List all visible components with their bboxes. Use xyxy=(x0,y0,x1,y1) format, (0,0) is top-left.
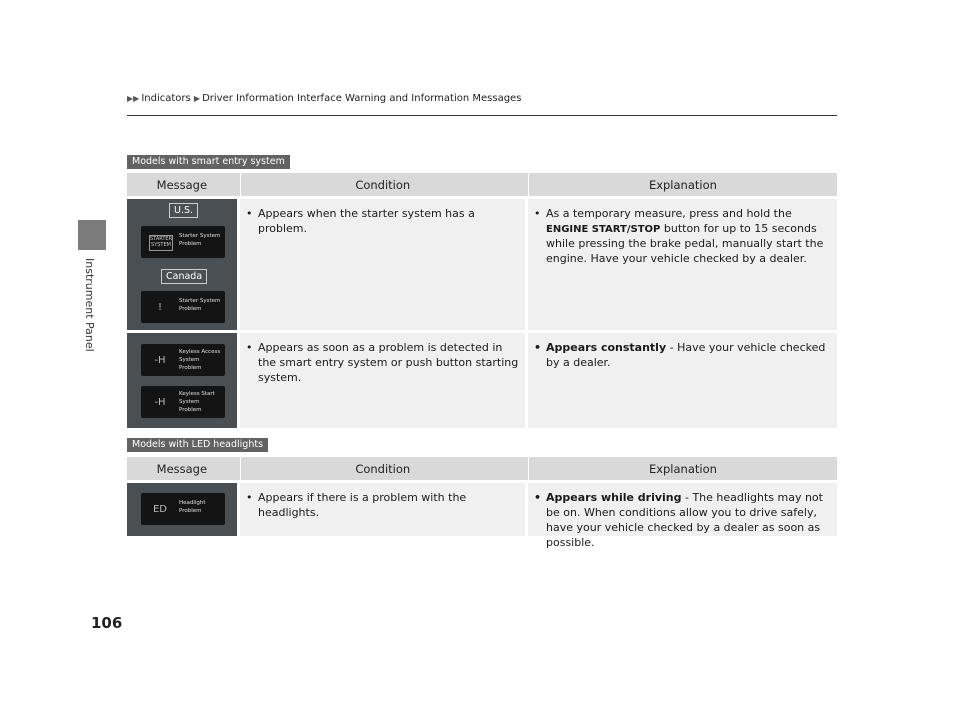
breadcrumb-current: Driver Information Interface Warning and Information Messages xyxy=(202,93,522,104)
display-headlight: ED Headlight Problem xyxy=(141,493,225,525)
table-smart-entry xyxy=(127,173,837,428)
explanation-cell: • As a temporary measure, press and hold the ENGINE START/STOP button for up to 15 seconds while pressing the brake pedal, manually start the engine. Have your vehicle checked by a dealer. xyxy=(528,199,837,330)
key-fob-icon: -H xyxy=(154,355,166,366)
display-starter-canada: ! Starter System Problem xyxy=(141,291,225,323)
breadcrumb xyxy=(127,93,521,104)
header-condition: Condition xyxy=(240,457,525,480)
bullet-icon: • xyxy=(246,491,253,504)
side-label: Instrument Panel xyxy=(83,258,96,352)
table-row xyxy=(127,483,837,549)
display-starter-us: STARTER SYSTEM Starter System Problem xyxy=(141,226,225,258)
section-tag-led-headlights: Models with LED headlights xyxy=(127,438,268,452)
condition-cell: • Appears when the starter system has a problem. xyxy=(240,199,525,330)
explanation-cell: • Appears while driving - The headlights may not be on. When conditions allow you to drive safely, have your vehicle checked by a dealer as soon as possible. xyxy=(528,483,837,536)
bullet-icon: • xyxy=(534,341,542,354)
explanation-cell: • Appears constantly - Have your vehicle checked by a dealer. xyxy=(528,333,837,428)
condition-cell: • Appears as soon as a problem is detected in the smart entry system or push button starting system. xyxy=(240,333,525,428)
breadcrumb-indicators[interactable]: Indicators xyxy=(141,93,191,104)
section-tab-marker xyxy=(78,220,106,250)
table-led-headlights xyxy=(127,457,837,549)
starter-system-icon: STARTER SYSTEM xyxy=(149,235,173,251)
section-tag-smart-entry: Models with smart entry system xyxy=(127,155,290,169)
bullet-icon: • xyxy=(246,341,253,354)
header-explanation: Explanation xyxy=(528,457,837,480)
headlight-icon: ED xyxy=(152,504,168,515)
display-keyless-access: -H Keyless Access System Problem xyxy=(141,344,225,376)
warning-circle-icon: ! xyxy=(157,302,162,313)
table-row xyxy=(127,199,837,330)
bullet-icon: • xyxy=(246,207,253,220)
condition-cell: • Appears if there is a problem with the headlights. xyxy=(240,483,525,536)
header-rule xyxy=(127,115,837,116)
message-cell xyxy=(127,333,237,428)
region-label-us: U.S. xyxy=(169,203,198,218)
bullet-icon: • xyxy=(534,207,541,220)
table-row xyxy=(127,333,837,428)
message-cell xyxy=(127,483,237,536)
key-fob-icon: -H xyxy=(154,397,166,408)
table-header xyxy=(127,173,837,196)
page-number: 106 xyxy=(91,614,123,632)
breadcrumb-arrow-icon: ▶ xyxy=(193,94,201,103)
header-explanation: Explanation xyxy=(528,173,837,196)
bullet-icon: • xyxy=(534,491,542,504)
table-header xyxy=(127,457,837,480)
message-cell xyxy=(127,199,237,330)
header-condition: Condition xyxy=(240,173,525,196)
breadcrumb-arrow-icon: ▶▶ xyxy=(127,94,140,103)
header-message: Message xyxy=(156,177,208,192)
display-keyless-start: -H Keyless Start System Problem xyxy=(141,386,225,418)
header-message: Message xyxy=(156,461,208,476)
region-label-canada: Canada xyxy=(161,269,207,284)
